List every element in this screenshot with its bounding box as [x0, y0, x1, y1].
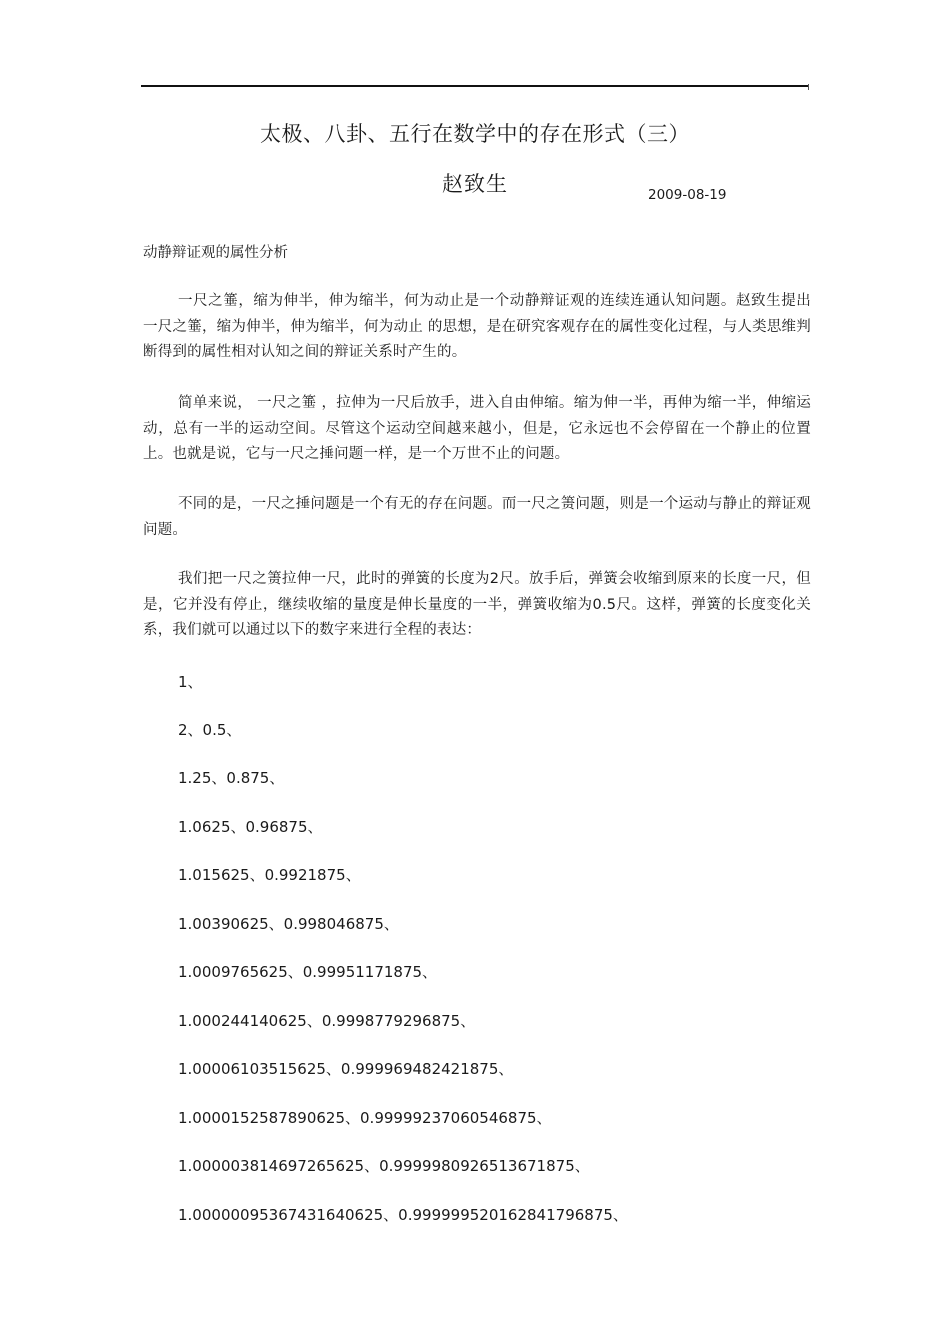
sequence-line-1: 1、: [178, 673, 203, 691]
header-rule: [141, 85, 809, 87]
sequence-line-3: 1.25、0.875、: [178, 769, 285, 787]
paragraph-1: 一尺之箠，缩为伸半，伸为缩半，何为动止是一个动静辩证观的连续连通认知问题。赵致生提出 一尺之箠，缩为伸半，伸为缩半，何为动止 的思想，是在研究客观存在的属性变化过程，与人类思维判断得到的属性相对认知之间的辩证关系时产生的。: [143, 293, 811, 360]
document-author: 赵致生: [442, 172, 508, 196]
paragraph-4: [143, 567, 811, 644]
paragraph-4-text-2: 尺。放手后，弹簧会收缩到原来的长度一尺，但是，它并没有停止，继续收缩的量度是伸长量度的一半，弹簧收缩为: [143, 571, 811, 613]
paragraph-3: 不同的是，一尺之捶问题是一个有无的存在问题。而一尺之箦问题，则是一个运动与静止的辩证观问题。: [143, 496, 811, 538]
paragraph-2: 简单来说， 一尺之箠 ，拉伸为一尺后放手，进入自由伸缩。缩为伸一半，再伸为缩一半，伸缩运动，总有一半的运动空间。尽管这个运动空间越来越小，但是，它永远也不会停留在一个静止的位置上。也就是说，它与一尺之捶问题一样，是一个万世不止的问题。: [143, 395, 811, 462]
sequence-line-9: 1.00006103515625、0.999969482421875、: [178, 1060, 514, 1078]
sequence-line-7: 1.0009765625、0.99951171875、: [178, 963, 438, 981]
sequence-line-11: 1.000003814697265625、0.9999980926513671875、: [178, 1157, 590, 1175]
sequence-line-6: 1.00390625、0.998046875、: [178, 915, 399, 933]
section-heading: 动静辩证观的属性分析: [143, 245, 288, 261]
paragraph-4-text-1: 我们把一尺之箦拉伸一尺，此时的弹簧的长度为: [178, 571, 490, 587]
sequence-line-4: 1.0625、0.96875、: [178, 818, 323, 836]
paragraph-4-number-2: 0.5: [592, 596, 617, 613]
document-date: 2009-08-19: [648, 187, 727, 203]
paragraph-4-text-3: 尺。这样，弹簧的长度变化关系，我们就可以通过以下的数字来进行全程的表达：: [143, 596, 811, 638]
document-title: 太极、八卦、五行在数学中的存在形式（三）: [260, 122, 690, 146]
sequence-line-2: 2、0.5、: [178, 721, 242, 739]
sequence-line-5: 1.015625、0.9921875、: [178, 866, 361, 884]
paragraph-4-number-1: 2: [489, 571, 500, 587]
sequence-line-12: 1.0000009536743164062​5、0.99999952016284179687​5、: [178, 1206, 628, 1224]
header-rule-end-mark: [808, 84, 809, 90]
sequence-line-10: 1.0000152587890625、0.99999237060546875、: [178, 1109, 552, 1127]
sequence-line-8: 1.000244140625、0.9998779296875、: [178, 1012, 476, 1030]
